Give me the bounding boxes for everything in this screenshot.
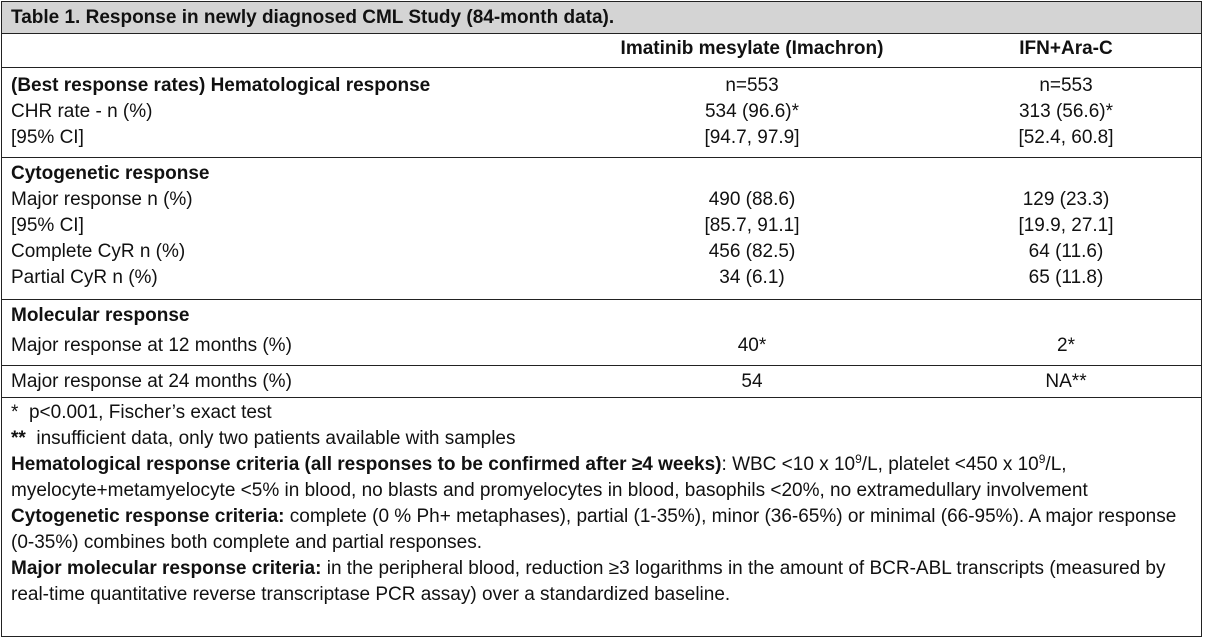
row-label: Major response at 24 months (%) — [11, 371, 292, 392]
table-row — [11, 213, 1201, 239]
column-ifn: IFN+Ara-C — [1019, 38, 1113, 59]
footnote-2 — [11, 426, 1193, 452]
footnote-1-text: p<0.001, Fischer’s exact test — [28, 402, 272, 423]
table-row — [11, 187, 1201, 213]
hematological-title: (Best response rates) Hematological response — [11, 75, 431, 96]
table-row — [11, 239, 1201, 265]
cytogenetic-criteria-text: complete (0 % Ph+ metaphases), partial (1-35%), minor (36-65%) or minimal (66-95%). A major response (0-35%) combines both complete and partial responses. — [11, 506, 1177, 553]
superscript: 9 — [855, 452, 862, 466]
column-imatinib: Imatinib mesylate (Imachron) — [620, 38, 884, 59]
table-row — [11, 99, 1201, 125]
table-row — [11, 333, 1201, 359]
cytogenetic-title: Cytogenetic response — [11, 163, 210, 184]
table-row — [11, 125, 1201, 151]
cytogenetic-section — [2, 158, 1201, 300]
cell: [94.7, 97.9] — [704, 127, 800, 148]
hematological-criteria-heading: Hematological response criteria (all responses to be confirmed after ≥4 weeks) — [11, 454, 722, 475]
molecular-criteria — [11, 556, 1193, 608]
response-table — [1, 1, 1202, 637]
table-row — [11, 265, 1201, 291]
cell: [19.9, 27.1] — [1018, 215, 1114, 236]
footnote-1 — [11, 400, 1193, 426]
footnote-2-mark: ** — [11, 428, 26, 449]
cell: 64 (11.6) — [1028, 241, 1104, 262]
molecular-criteria-text: in the peripheral blood, reduction ≥3 logarithms in the amount of BCR-ABL transcripts (measured by real-time quantitative reverse transcriptase PCR assay) over a standardized baseline. — [11, 558, 1166, 605]
cytogenetic-criteria — [11, 504, 1193, 556]
cytogenetic-criteria-heading: Cytogenetic response criteria: — [11, 506, 285, 527]
cell: 534 (96.6)* — [704, 101, 799, 122]
cell: [52.4, 60.8] — [1018, 127, 1114, 148]
hematological-criteria-text: : WBC <10 x 10 — [721, 454, 856, 475]
cell: NA** — [1045, 371, 1087, 392]
row-label: Partial CyR n (%) — [11, 267, 158, 288]
table-row — [11, 73, 1201, 99]
row-label: Complete CyR n (%) — [11, 241, 186, 262]
column-header — [2, 34, 1201, 68]
column-header-row — [11, 36, 1201, 62]
hematological-section — [2, 68, 1201, 158]
table-row — [11, 161, 1201, 187]
cell: n=553 — [725, 75, 779, 96]
table-row — [11, 303, 1201, 329]
cell: n=553 — [1039, 75, 1093, 96]
footnote-1-mark: * — [11, 402, 19, 423]
cell: 34 (6.1) — [719, 267, 785, 288]
cell: 2* — [1057, 335, 1075, 356]
row-label: [95% CI] — [11, 127, 84, 148]
cell: 490 (88.6) — [708, 189, 796, 210]
cell: 456 (82.5) — [708, 241, 796, 262]
cell: 65 (11.8) — [1028, 267, 1104, 288]
hematological-criteria-text: /L, myelocyte+metamyelocyte <5% in blood, no blasts and promyelocytes in blood, basophils <20%, no extramedullary involvement — [11, 454, 1088, 501]
row-label: [95% CI] — [11, 215, 84, 236]
cell: 313 (56.6)* — [1018, 101, 1113, 122]
footnotes — [2, 398, 1201, 608]
row-label: CHR rate - n (%) — [11, 101, 153, 122]
cell: 40* — [737, 335, 767, 356]
cell: [85.7, 91.1] — [704, 215, 800, 236]
molecular-title: Molecular response — [11, 305, 190, 326]
footnote-2-text: insufficient data, only two patients available with samples — [36, 428, 516, 449]
table-row — [11, 369, 1201, 395]
cell: 54 — [741, 371, 763, 392]
row-label: Major response n (%) — [11, 189, 193, 210]
superscript: 9 — [1038, 452, 1046, 466]
hematological-criteria-text: /L, platelet <450 x 10 — [861, 454, 1039, 475]
cell: 129 (23.3) — [1022, 189, 1110, 210]
row-label: Major response at 12 months (%) — [11, 335, 292, 356]
table-caption: Table 1. Response in newly diagnosed CML Study (84-month data). — [2, 2, 1201, 34]
molecular-section — [2, 300, 1201, 366]
molecular-24-section — [2, 366, 1201, 398]
molecular-criteria-heading: Major molecular response criteria: — [11, 558, 322, 579]
hematological-criteria — [11, 452, 1193, 504]
